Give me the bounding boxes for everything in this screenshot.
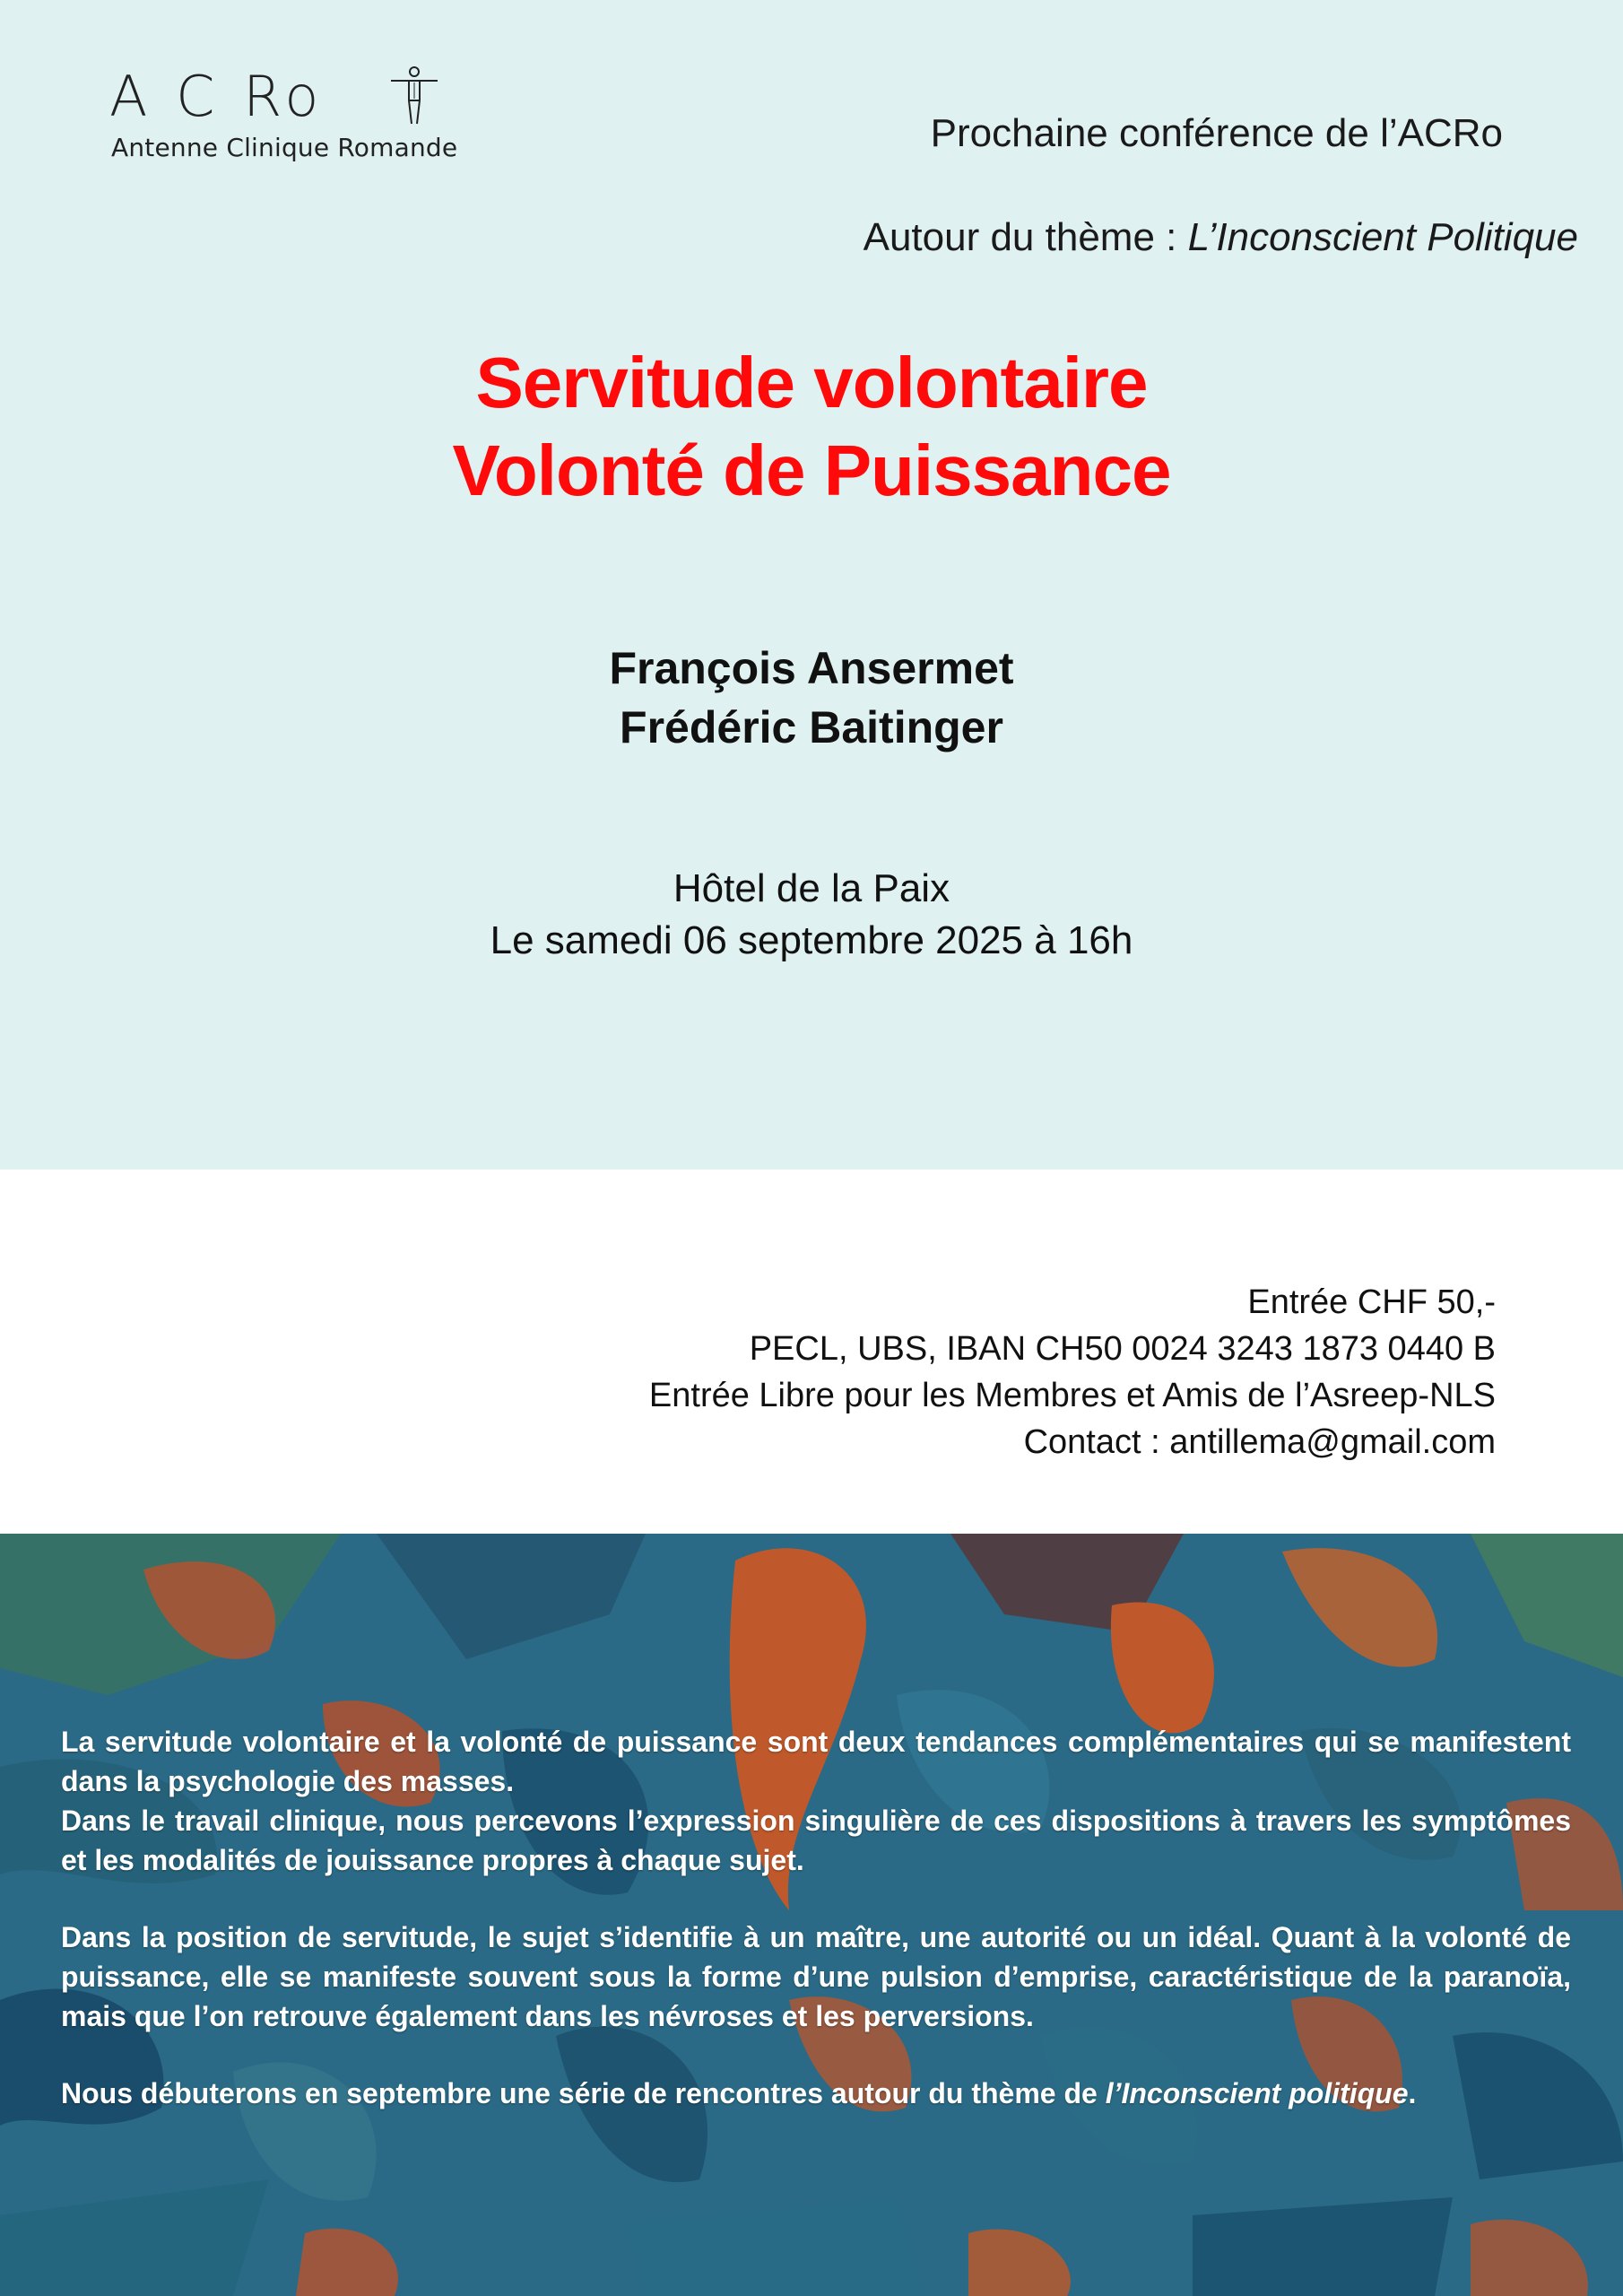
conference-title <box>0 339 1623 515</box>
speakers <box>0 639 1623 757</box>
speaker-1: François Ansermet <box>609 643 1014 693</box>
paragraph-2: Dans le travail clinique, nous percevons l’expression singulière de ces dispositions à travers les symptômes et les modalités de jouissance propres à chaque sujet. <box>61 1805 1571 1876</box>
speaker-2: Frédéric Baitinger <box>620 702 1003 752</box>
next-conference-label: Prochaine conférence de l’ACRo <box>930 111 1503 155</box>
logo-acronym: A C Ro <box>109 64 325 129</box>
title-line-1: Servitude volontaire <box>475 343 1148 422</box>
acro-logo <box>109 65 459 172</box>
description-text <box>61 1722 1571 2151</box>
theme-line <box>864 215 1578 260</box>
paragraph-4-text: Nous débuterons en septembre une série de rencontres autour du thème de <box>61 2077 1106 2109</box>
bank-details: PECL, UBS, IBAN CH50 0024 3243 1873 0440 B <box>749 1330 1496 1368</box>
venue: Hôtel de la Paix <box>673 866 950 910</box>
logo-name: Antenne Clinique Romande <box>111 133 458 162</box>
paragraph-3: Dans la position de servitude, le sujet s’identifie à un maître, une autorité ou un idéal. Quant à la volonté de puissance, elle se manifeste souvent sous la forme d’une pulsion d’emprise, caractéristique de la paranoïa, mais que l’on retrouve également dans les névroses et les perversions. <box>61 1921 1571 2032</box>
paragraph-4 <box>61 2074 1571 2113</box>
human-figure-icon <box>387 65 441 127</box>
entry-fee: Entrée CHF 50,- <box>1247 1283 1496 1321</box>
paragraph-4-end: . <box>1408 2077 1417 2109</box>
event-date: Le samedi 06 septembre 2025 à 16h <box>490 918 1133 962</box>
venue-and-date <box>0 863 1623 967</box>
theme-name: L’Inconscient Politique <box>1187 215 1578 259</box>
description-section <box>0 1534 1623 2296</box>
paragraph-4-theme: l’Inconscient politique <box>1105 2077 1409 2109</box>
paragraph-1: La servitude volontaire et la volonté de puissance sont deux tendances complémentaires qui se manifestent dans la psychologie des masses. <box>61 1726 1571 1797</box>
theme-prefix: Autour du thème : <box>863 215 1188 259</box>
practical-info <box>649 1279 1496 1465</box>
free-entry-note: Entrée Libre pour les Membres et Amis de l’Asreep-NLS <box>648 1377 1496 1414</box>
contact-email: Contact : antillema@gmail.com <box>1023 1423 1496 1461</box>
title-line-2: Volonté de Puissance <box>452 430 1171 510</box>
